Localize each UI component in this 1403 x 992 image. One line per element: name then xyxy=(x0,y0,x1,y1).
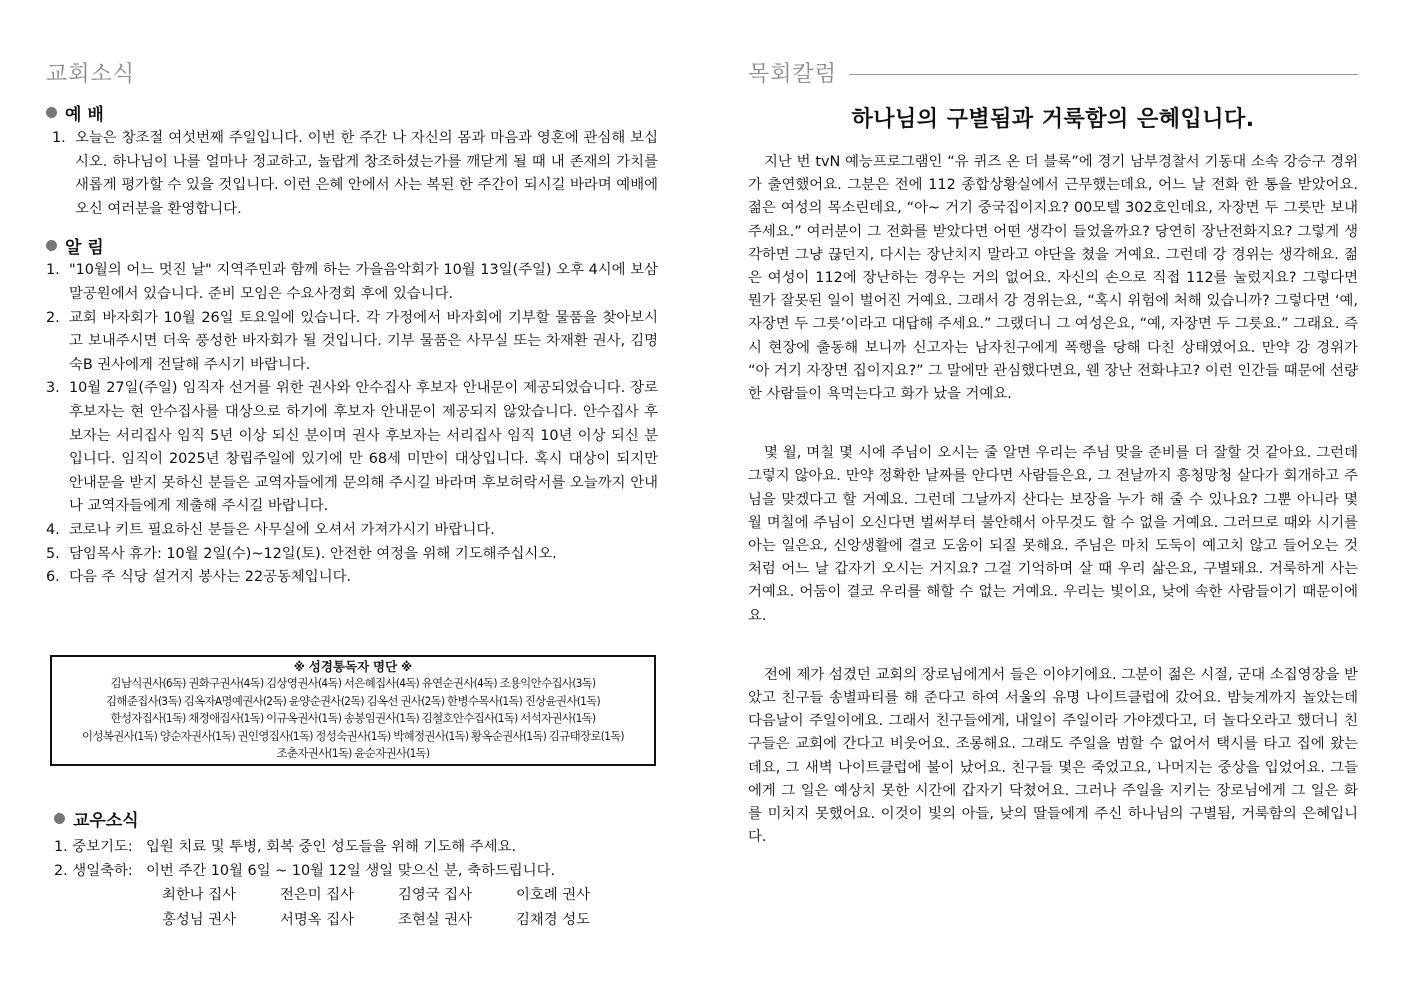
column-title: 하나님의 구별됨과 거룩함의 은혜입니다. xyxy=(851,107,1255,132)
list-item: 1. 오늘은 창조절 여섯번째 주일입니다. 이번 한 주간 나 자신의 몸과 마음과 영혼에 관심해 보십시오. 하나님이 나를 얼마나 정교하고, 놀랍게 창조하셨는가를 깨닫게 될 때 내 존재의 가치를 새롭게 평가할 수 있을 것입니다. 이런 은혜 안에서 사는 복된 한 주간이 되시길 바라며 예배에 오신 여러분을 환영합니다. xyxy=(52,130,658,217)
list-item: 5. 담임목사 휴가: 10월 2일(수)~12일(토). 안전한 여정을 위해 기도해주십시오. xyxy=(46,545,557,562)
column-paragraph: 지난 번 tvN 예능프로그램인 “유 퀴즈 온 더 블록”에 경기 남부경찰서 기동대 소속 강승구 경위가 출연했어요. 그분은 전에 112 종합상황실에서 근무했는데요, 어느 날 전화 한 통을 받았어요. 젊은 여성의 목소린데요, “아~ 거기 중국집이지요? 00모텔 302호인데요, 자장면 두 그릇만 보내주세요.” 여러분이 그 전화를 받았다면 어떤 생각이 들었을까요? 당연히 장난전화지요? 그렇게 생각하면 그냥 끊던지, 다시는 장난치지 말라고 야단을 쳤을 거예요. 그런데 강 경위는 생각해요. 젊은 여성이 112에 장난하는 경우는 거의 없어요. 자신의 손으로 직접 112를 눌렀지요? 그렇다면 뭔가 잘못된 일이 벌어진 거예요. 그래서 강 경위는요, “혹시 위험에 처해 있습니까? 그렇다면 ‘예, 자장면 두 그릇’이라고 대답해 주세요.” 그랬더니 그 여성은요, “예, 자장면 두 그릇요.” 그래요. 즉시 현장에 출동해 보니까 신고자는 남자친구에게 폭행을 당해 다친 상태였어요. 만약 강 경위가 “아 거기 자장면 집이지요?” 그 말에만 관심했다면요, 웬 장난 전화냐고? 이런 인간들 때문에 선량한 사람들이 욕먹는다고 화가 났을 거예요. xyxy=(748,154,1358,403)
bullet-dot-icon xyxy=(54,813,65,824)
list-item: 3. 10월 27일(주일) 임직자 선거를 위한 권사와 안수집사 후보자 안내문이 제공되었습니다. 장로 후보자는 현 안수집사를 대상으로 하기에 후보자 안내문이 제공되지 않았습니다. 안수집사 후보자는 서리집사 임직 5년 이상 되신 분이며 권사 후보자는 서리집사 임직 10년 이상 되신 분입니다. 임직이 2025년 창립주일에 있기에 만 68세 미만이 대상입니다. 혹시 대상이 되지만 안내문을 받지 못하신 분들은 교역자들에게 문의해 주시길 바라며 후보허락서를 오늘까지 안내나 교역자들에게 제출해 주시길 바랍니다. xyxy=(46,380,658,515)
right-column xyxy=(748,0,1358,849)
list-item: 6. 다음 주 식당 설거지 봉사는 22공동체입니다. xyxy=(46,569,352,586)
bible-readers-line: 한성자집사(1독) 채정애집사(1독) 이규옥권사(1독) 송봉임권사(1독) 김철호안수집사(1독) 서석자권사(1독) xyxy=(110,711,596,726)
bible-readers-box xyxy=(50,655,656,766)
notices-section xyxy=(46,233,658,589)
worship-heading: 예 배 xyxy=(46,100,658,125)
section-title-church-news: 교회소식 xyxy=(46,62,136,87)
column-paragraph: 전에 제가 섬겼던 교회의 장로님에게서 들은 이야기에요. 그분이 젊은 시절, 군대 소집영장을 받았고 친구들 송별파티를 해 준다고 하여 서울의 유명 나이트클럽에 갔어요. 밤늦게까지 놀았는데 다음날이 주일이에요. 그래서 친구들에게, 내일이 주일이라 가야겠다고, 더 놀다오라고 했더니 친구들은 교회에 간다고 비웃어요. 조롱해요. 그래도 주일을 범할 수 없어서 택시를 타고 집에 왔는데요, 그 새벽 나이트클럽에 불이 났어요. 친구들 몇은 죽었고요, 나머지는 중상을 입었어요. 그들에게 그 일은 예상치 못한 시간에 갑자기 닥쳤어요. 그러나 주일을 지키는 장로님에게 그 일은 화를 미치지 못했어요. 이것이 빛의 아들, 낮의 딸들에게 주신 하나님의 구별됨, 거룩함의 은혜입니다. xyxy=(748,666,1358,846)
birthday-names-row: 최한나 집사 전은미 집사 김영국 집사 이호례 권사 xyxy=(162,887,591,903)
left-column xyxy=(46,0,658,590)
list-item: 2. 교회 바자회가 10월 26일 토요일에 있습니다. 각 가정에서 바자회에 기부할 물품을 찾아보시고 보내주시면 더욱 풍성한 바자회가 될 것입니다. 기부 물품은 사무실 또는 차재환 권사, 김명숙B 권사에게 전달해 주시기 바랍니다. xyxy=(46,309,658,373)
bullet-dot-icon xyxy=(46,240,57,251)
bible-readers-line: 이성복권사(1독) 양순자권사(1독) 권인영집사(1독) 정성숙권사(1독) 박혜정권사(1독) 황옥순권사(1독) 김규태장로(1독) xyxy=(82,728,624,743)
section-title-pastor-column: 목회칼럼 xyxy=(748,57,1358,88)
bible-readers-line: 김해준집사(3독) 김옥자A명예권사(2독) 윤양순권사(2독) 김옥선 권사(2독) 한병수목사(1독) 진상윤권사(1독) xyxy=(106,693,600,708)
birthday-names-row: 홍성님 권사 서명옥 집사 조현실 권사 김채경 성도 xyxy=(162,912,591,928)
list-item: 4. 코로나 키트 필요하신 분들은 사무실에 오셔서 가져가시기 바랍니다. xyxy=(46,521,495,538)
worship-section xyxy=(46,100,658,221)
prayer-row: 1. 중보기도: 입원 치료 및 투병, 회복 중인 성도들을 위해 기도해 주세요. xyxy=(54,839,517,855)
column-paragraph: 몇 월, 며칠 몇 시에 주님이 오시는 줄 알면 우리는 주님 맞을 준비를 더 잘할 것 같아요. 그런데 그렇지 않아요. 만약 정확한 날짜를 안다면 사람들은요, 그 전날까지 흥청망청 살다가 회개하고 주님을 맞겠다고 할 거예요. 그런데 그날까지 산다는 보장을 누가 해 줄 수 있나요? 그뿐 아니라 몇 월 며칠에 주님이 오신다면 벌써부터 불안해서 아무것도 할 수 없을 거예요. 그러므로 때와 시기를 아는 일은요, 신앙생활에 결코 도움이 되질 못해요. 주님은 마치 도둑이 예고치 않고 들어오는 것처럼 어느 날 갑자기 오시는 거지요? 그걸 기억하며 살 때 우리 삶은요, 구별돼요. 거룩하게 사는 거예요. 어둠이 결코 우리를 해할 수 없는 거예요. 우리는 빛이요, 낮에 속한 사람들이기 때문이에요. xyxy=(748,445,1358,624)
members-section xyxy=(54,806,658,933)
bible-readers-title: ※ 성경통독자 명단 ※ xyxy=(293,659,413,674)
list-item: 1. "10월의 어느 멋진 날" 지역주민과 함께 하는 가을음악회가 10월 13일(주일) 오후 4시에 보삼말공원에서 있습니다. 준비 모임은 수요사경회 후에 있습니다. xyxy=(46,262,658,302)
bible-readers-line: 김남식권사(6독) 권화구권사(4독) 김상영권사(4독) 서은혜집사(4독) 유연순권사(4독) 조용익안수집사(3독) xyxy=(110,676,596,690)
worship-list xyxy=(52,127,658,221)
birthday-row: 2. 생일축하: 이번 주간 10월 6일 ~ 10월 12일 생일 맞으신 분, 축하드립니다. xyxy=(54,863,556,879)
notices-heading: 알 림 xyxy=(46,233,658,258)
members-heading: 교우소식 xyxy=(54,806,658,831)
bullet-dot-icon xyxy=(46,107,57,118)
header-rule xyxy=(849,74,1358,75)
bible-readers-line: 조춘자권사(1독) 윤순자권사(1독) xyxy=(276,746,430,761)
notices-list xyxy=(46,259,658,589)
